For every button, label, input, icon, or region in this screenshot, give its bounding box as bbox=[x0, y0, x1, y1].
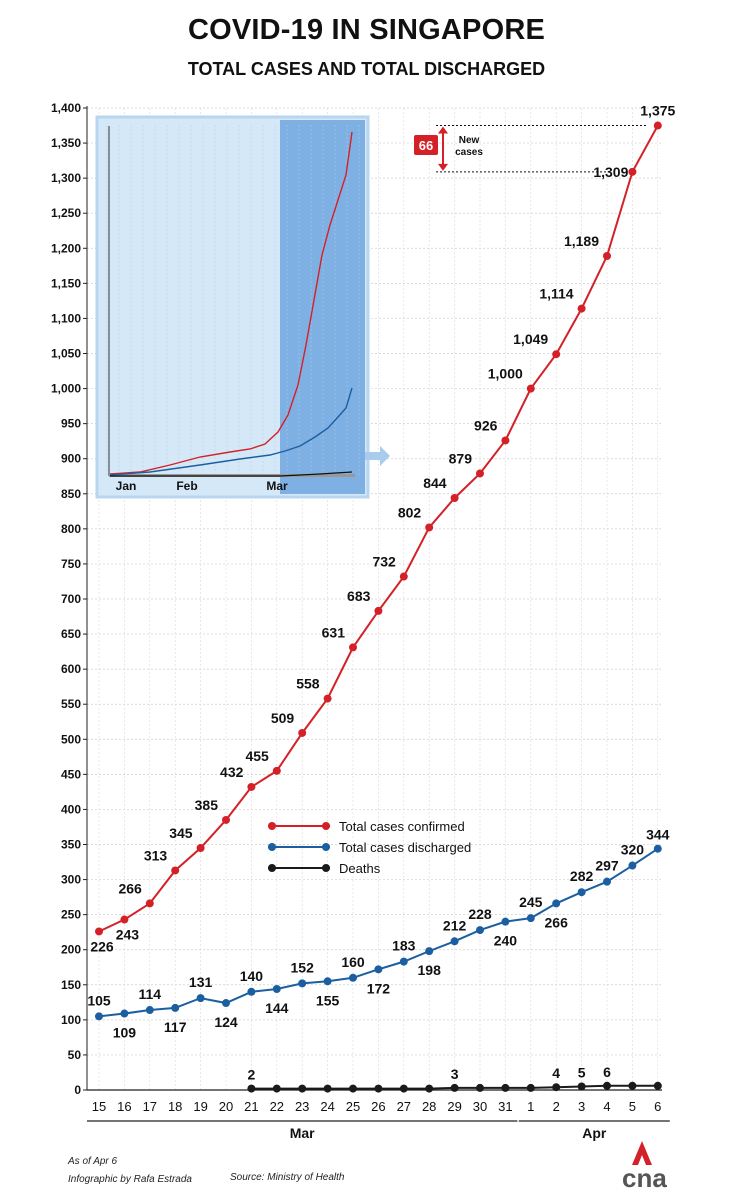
confirmed-point bbox=[603, 252, 611, 260]
confirmed-value-label: 1,114 bbox=[539, 285, 574, 302]
discharged-value-label: 140 bbox=[239, 967, 264, 984]
x-axis bbox=[87, 1090, 670, 1141]
inset-highlight bbox=[280, 120, 365, 494]
y-tick-label: 0 bbox=[74, 1083, 81, 1097]
x-tick-label: 24 bbox=[320, 1099, 335, 1114]
confirmed-point bbox=[95, 927, 103, 935]
x-tick-label: 17 bbox=[142, 1099, 158, 1114]
confirmed-value-label: 879 bbox=[448, 450, 472, 467]
month-label: Mar bbox=[289, 1125, 315, 1141]
confirmed-point bbox=[298, 729, 306, 737]
deaths-point bbox=[552, 1083, 560, 1091]
y-tick-label: 950 bbox=[60, 416, 81, 431]
confirmed-point bbox=[451, 494, 459, 502]
discharged-point bbox=[425, 947, 433, 955]
confirmed-point bbox=[171, 866, 179, 874]
source-note: Source: Ministry of Health bbox=[230, 1172, 345, 1183]
legend-label: Deaths bbox=[339, 861, 381, 876]
y-tick-label: 600 bbox=[60, 662, 81, 677]
discharged-point bbox=[349, 974, 357, 982]
legend-swatch-dot bbox=[322, 822, 330, 830]
confirmed-value-label: 802 bbox=[397, 504, 422, 521]
discharged-value-label: 320 bbox=[620, 841, 645, 858]
deaths-point bbox=[476, 1084, 484, 1092]
y-tick-label: 150 bbox=[60, 977, 81, 992]
confirmed-value-label: 631 bbox=[321, 624, 345, 641]
inset-month-label: Jan bbox=[115, 479, 137, 493]
inset-month-label: Mar bbox=[266, 479, 288, 493]
legend-swatch-dot bbox=[322, 843, 330, 851]
cna-logo bbox=[620, 1135, 680, 1190]
confirmed-value-label: 732 bbox=[372, 553, 396, 570]
deaths-value-label: 2 bbox=[247, 1066, 256, 1083]
discharged-value-label: 152 bbox=[290, 959, 314, 976]
x-tick-label: 26 bbox=[371, 1099, 386, 1114]
x-tick-label: 19 bbox=[193, 1099, 208, 1114]
discharged-value-label: 183 bbox=[392, 937, 416, 954]
new-cases-label: cases bbox=[455, 147, 483, 158]
y-tick-label: 100 bbox=[60, 1012, 81, 1027]
confirmed-point bbox=[120, 916, 128, 924]
confirmed-value-label: 1,189 bbox=[563, 233, 599, 250]
deaths-point bbox=[603, 1082, 611, 1090]
deaths-point bbox=[451, 1084, 459, 1092]
discharged-point bbox=[247, 988, 255, 996]
discharged-value-label: 109 bbox=[112, 1024, 137, 1041]
discharged-point bbox=[273, 985, 281, 993]
discharged-value-label: 228 bbox=[468, 906, 492, 923]
confirmed-point bbox=[578, 305, 586, 313]
infographic-credit: Infographic by Rafa Estrada bbox=[68, 1174, 192, 1185]
deaths-point bbox=[247, 1085, 255, 1093]
legend-swatch-dot bbox=[268, 843, 276, 851]
deaths-point bbox=[324, 1085, 332, 1093]
y-tick-label: 1,400 bbox=[50, 101, 81, 115]
x-tick-label: 27 bbox=[396, 1099, 412, 1114]
confirmed-value-label: 844 bbox=[423, 474, 447, 491]
discharged-value-label: 198 bbox=[417, 962, 441, 979]
discharged-value-label: 240 bbox=[493, 932, 518, 949]
confirmed-value-label: 226 bbox=[90, 938, 114, 955]
svg-text:cna: cna bbox=[622, 1163, 667, 1190]
x-tick-label: 20 bbox=[218, 1099, 234, 1114]
y-axis bbox=[51, 101, 87, 1097]
confirmed-point bbox=[324, 695, 332, 703]
deaths-point bbox=[527, 1084, 535, 1092]
y-tick-label: 750 bbox=[60, 556, 81, 571]
confirmed-point bbox=[501, 436, 509, 444]
deaths-point bbox=[374, 1085, 382, 1093]
y-tick-label: 800 bbox=[60, 521, 81, 536]
x-tick-label: 23 bbox=[294, 1099, 310, 1114]
legend-label: Total cases discharged bbox=[339, 840, 472, 855]
discharged-point bbox=[552, 899, 560, 907]
y-tick-label: 1,050 bbox=[50, 346, 81, 361]
y-tick-label: 1,300 bbox=[50, 171, 81, 186]
x-tick-label: 29 bbox=[447, 1099, 462, 1114]
discharged-point bbox=[120, 1010, 128, 1018]
discharged-point bbox=[171, 1004, 179, 1012]
deaths-point bbox=[400, 1085, 408, 1093]
y-tick-label: 900 bbox=[60, 451, 81, 466]
y-tick-label: 1,250 bbox=[50, 206, 81, 221]
x-tick-label: 15 bbox=[91, 1099, 107, 1114]
discharged-value-label: 266 bbox=[544, 914, 568, 931]
legend-swatch-dot bbox=[268, 822, 276, 830]
y-tick-label: 550 bbox=[60, 697, 81, 712]
discharged-point bbox=[146, 1006, 154, 1014]
y-tick-label: 200 bbox=[60, 942, 81, 957]
x-tick-label: 31 bbox=[498, 1099, 513, 1114]
new-cases-arrow-down bbox=[438, 164, 448, 171]
confirmed-value-label: 243 bbox=[115, 926, 140, 943]
confirmed-point bbox=[527, 385, 535, 393]
y-tick-label: 850 bbox=[60, 486, 81, 501]
discharged-value-label: 344 bbox=[646, 826, 670, 843]
discharged-value-label: 172 bbox=[366, 980, 391, 997]
discharged-value-label: 297 bbox=[595, 857, 619, 874]
confirmed-value-label: 266 bbox=[118, 880, 142, 897]
discharged-value-label: 212 bbox=[442, 917, 467, 934]
confirmed-point bbox=[349, 643, 357, 651]
new-cases-label: New bbox=[458, 135, 480, 146]
y-tick-label: 400 bbox=[60, 802, 81, 817]
confirmed-point bbox=[146, 899, 154, 907]
confirmed-value-label: 1,000 bbox=[487, 365, 523, 382]
discharged-value-label: 282 bbox=[569, 868, 594, 885]
confirmed-point bbox=[476, 469, 484, 477]
confirmed-value-label: 432 bbox=[220, 763, 244, 780]
deaths-point bbox=[425, 1085, 433, 1093]
deaths-point bbox=[654, 1082, 662, 1090]
confirmed-point bbox=[552, 350, 560, 358]
discharged-point bbox=[95, 1012, 103, 1020]
confirmed-point bbox=[654, 122, 662, 130]
discharged-point bbox=[578, 888, 586, 896]
y-tick-label: 1,200 bbox=[50, 241, 81, 256]
x-tick-label: 22 bbox=[269, 1099, 285, 1114]
chart-title: COVID-19 IN SINGAPORE bbox=[187, 14, 546, 46]
x-tick-label: 18 bbox=[167, 1099, 183, 1114]
discharged-point bbox=[654, 845, 662, 853]
x-tick-label: 28 bbox=[421, 1099, 437, 1114]
deaths-value-label: 4 bbox=[552, 1065, 561, 1082]
x-tick-label: 30 bbox=[472, 1099, 488, 1114]
x-tick-label: 16 bbox=[117, 1099, 132, 1114]
confirmed-point bbox=[197, 844, 205, 852]
confirmed-point bbox=[400, 573, 408, 581]
confirmed-value-label: 313 bbox=[143, 847, 168, 864]
inset-chart bbox=[97, 117, 390, 497]
x-tick-label: 1 bbox=[527, 1099, 535, 1114]
y-tick-label: 1,350 bbox=[50, 136, 81, 151]
legend bbox=[268, 819, 471, 876]
discharged-value-label: 105 bbox=[87, 992, 111, 1009]
discharged-point bbox=[298, 979, 306, 987]
y-tick-label: 450 bbox=[60, 767, 81, 782]
discharged-point bbox=[501, 918, 509, 926]
discharged-value-label: 155 bbox=[315, 992, 340, 1009]
x-tick-label: 3 bbox=[577, 1099, 586, 1114]
discharged-point bbox=[197, 994, 205, 1002]
confirmed-value-label: 1,309 bbox=[593, 163, 629, 180]
as-of-note: As of Apr 6 bbox=[68, 1156, 118, 1167]
y-tick-label: 350 bbox=[60, 837, 81, 852]
deaths-value-label: 3 bbox=[450, 1065, 459, 1082]
deaths-point bbox=[349, 1085, 357, 1093]
y-tick-label: 300 bbox=[60, 872, 81, 887]
confirmed-point bbox=[425, 523, 433, 531]
y-tick-label: 650 bbox=[60, 627, 81, 642]
deaths-point bbox=[628, 1082, 636, 1090]
confirmed-value-label: 1,049 bbox=[513, 331, 549, 348]
discharged-point bbox=[628, 862, 636, 870]
deaths-value-label: 6 bbox=[603, 1063, 611, 1080]
discharged-value-label: 160 bbox=[341, 953, 365, 970]
discharged-point bbox=[400, 958, 408, 966]
confirmed-point bbox=[628, 168, 636, 176]
discharged-point bbox=[603, 878, 611, 886]
legend-swatch-dot bbox=[322, 864, 330, 872]
deaths-point bbox=[578, 1082, 586, 1090]
deaths-point bbox=[501, 1084, 509, 1092]
confirmed-point bbox=[222, 816, 230, 824]
confirmed-value-label: 926 bbox=[474, 417, 498, 434]
x-tick-label: 21 bbox=[244, 1099, 259, 1114]
new-cases-value: 66 bbox=[418, 138, 434, 153]
discharged-value-label: 117 bbox=[163, 1018, 187, 1035]
chart-subtitle: TOTAL CASES AND TOTAL DISCHARGED bbox=[187, 59, 546, 79]
confirmed-value-label: 385 bbox=[194, 796, 218, 813]
confirmed-value-label: 455 bbox=[245, 747, 269, 764]
y-tick-label: 1,000 bbox=[50, 381, 81, 396]
deaths-value-label: 5 bbox=[577, 1064, 586, 1081]
x-tick-label: 2 bbox=[552, 1099, 560, 1114]
discharged-point bbox=[324, 977, 332, 985]
inset-month-label: Feb bbox=[176, 479, 198, 493]
discharged-value-label: 124 bbox=[214, 1014, 238, 1031]
confirmed-value-label: 345 bbox=[169, 825, 193, 842]
discharged-value-label: 114 bbox=[138, 986, 162, 1003]
discharged-point bbox=[374, 965, 382, 973]
discharged-point bbox=[527, 914, 535, 922]
y-tick-label: 1,150 bbox=[50, 276, 81, 291]
legend-label: Total cases confirmed bbox=[339, 819, 465, 834]
confirmed-value-label: 1,375 bbox=[640, 102, 676, 119]
confirmed-point bbox=[247, 783, 255, 791]
confirmed-point bbox=[273, 767, 281, 775]
x-tick-label: 6 bbox=[654, 1099, 662, 1114]
confirmed-point bbox=[374, 607, 382, 615]
confirmed-value-label: 683 bbox=[347, 587, 371, 604]
discharged-value-label: 131 bbox=[188, 974, 213, 991]
deaths-point bbox=[273, 1085, 281, 1093]
x-tick-label: 25 bbox=[345, 1099, 361, 1114]
y-tick-label: 1,100 bbox=[50, 311, 81, 326]
y-tick-label: 700 bbox=[60, 592, 81, 606]
legend-swatch-dot bbox=[268, 864, 276, 872]
month-label: Apr bbox=[582, 1125, 607, 1141]
y-tick-label: 50 bbox=[67, 1047, 81, 1062]
x-tick-label: 4 bbox=[603, 1099, 611, 1114]
discharged-point bbox=[451, 937, 459, 945]
discharged-point bbox=[222, 999, 230, 1007]
deaths-point bbox=[298, 1085, 306, 1093]
confirmed-value-label: 509 bbox=[270, 709, 295, 726]
y-tick-label: 500 bbox=[60, 732, 81, 747]
discharged-point bbox=[476, 926, 484, 934]
discharged-value-label: 245 bbox=[519, 894, 543, 911]
y-tick-label: 250 bbox=[60, 907, 81, 922]
new-cases-arrow-up bbox=[438, 127, 448, 134]
x-tick-label: 5 bbox=[628, 1099, 637, 1114]
discharged-value-label: 144 bbox=[265, 999, 289, 1016]
confirmed-value-label: 558 bbox=[296, 675, 320, 692]
